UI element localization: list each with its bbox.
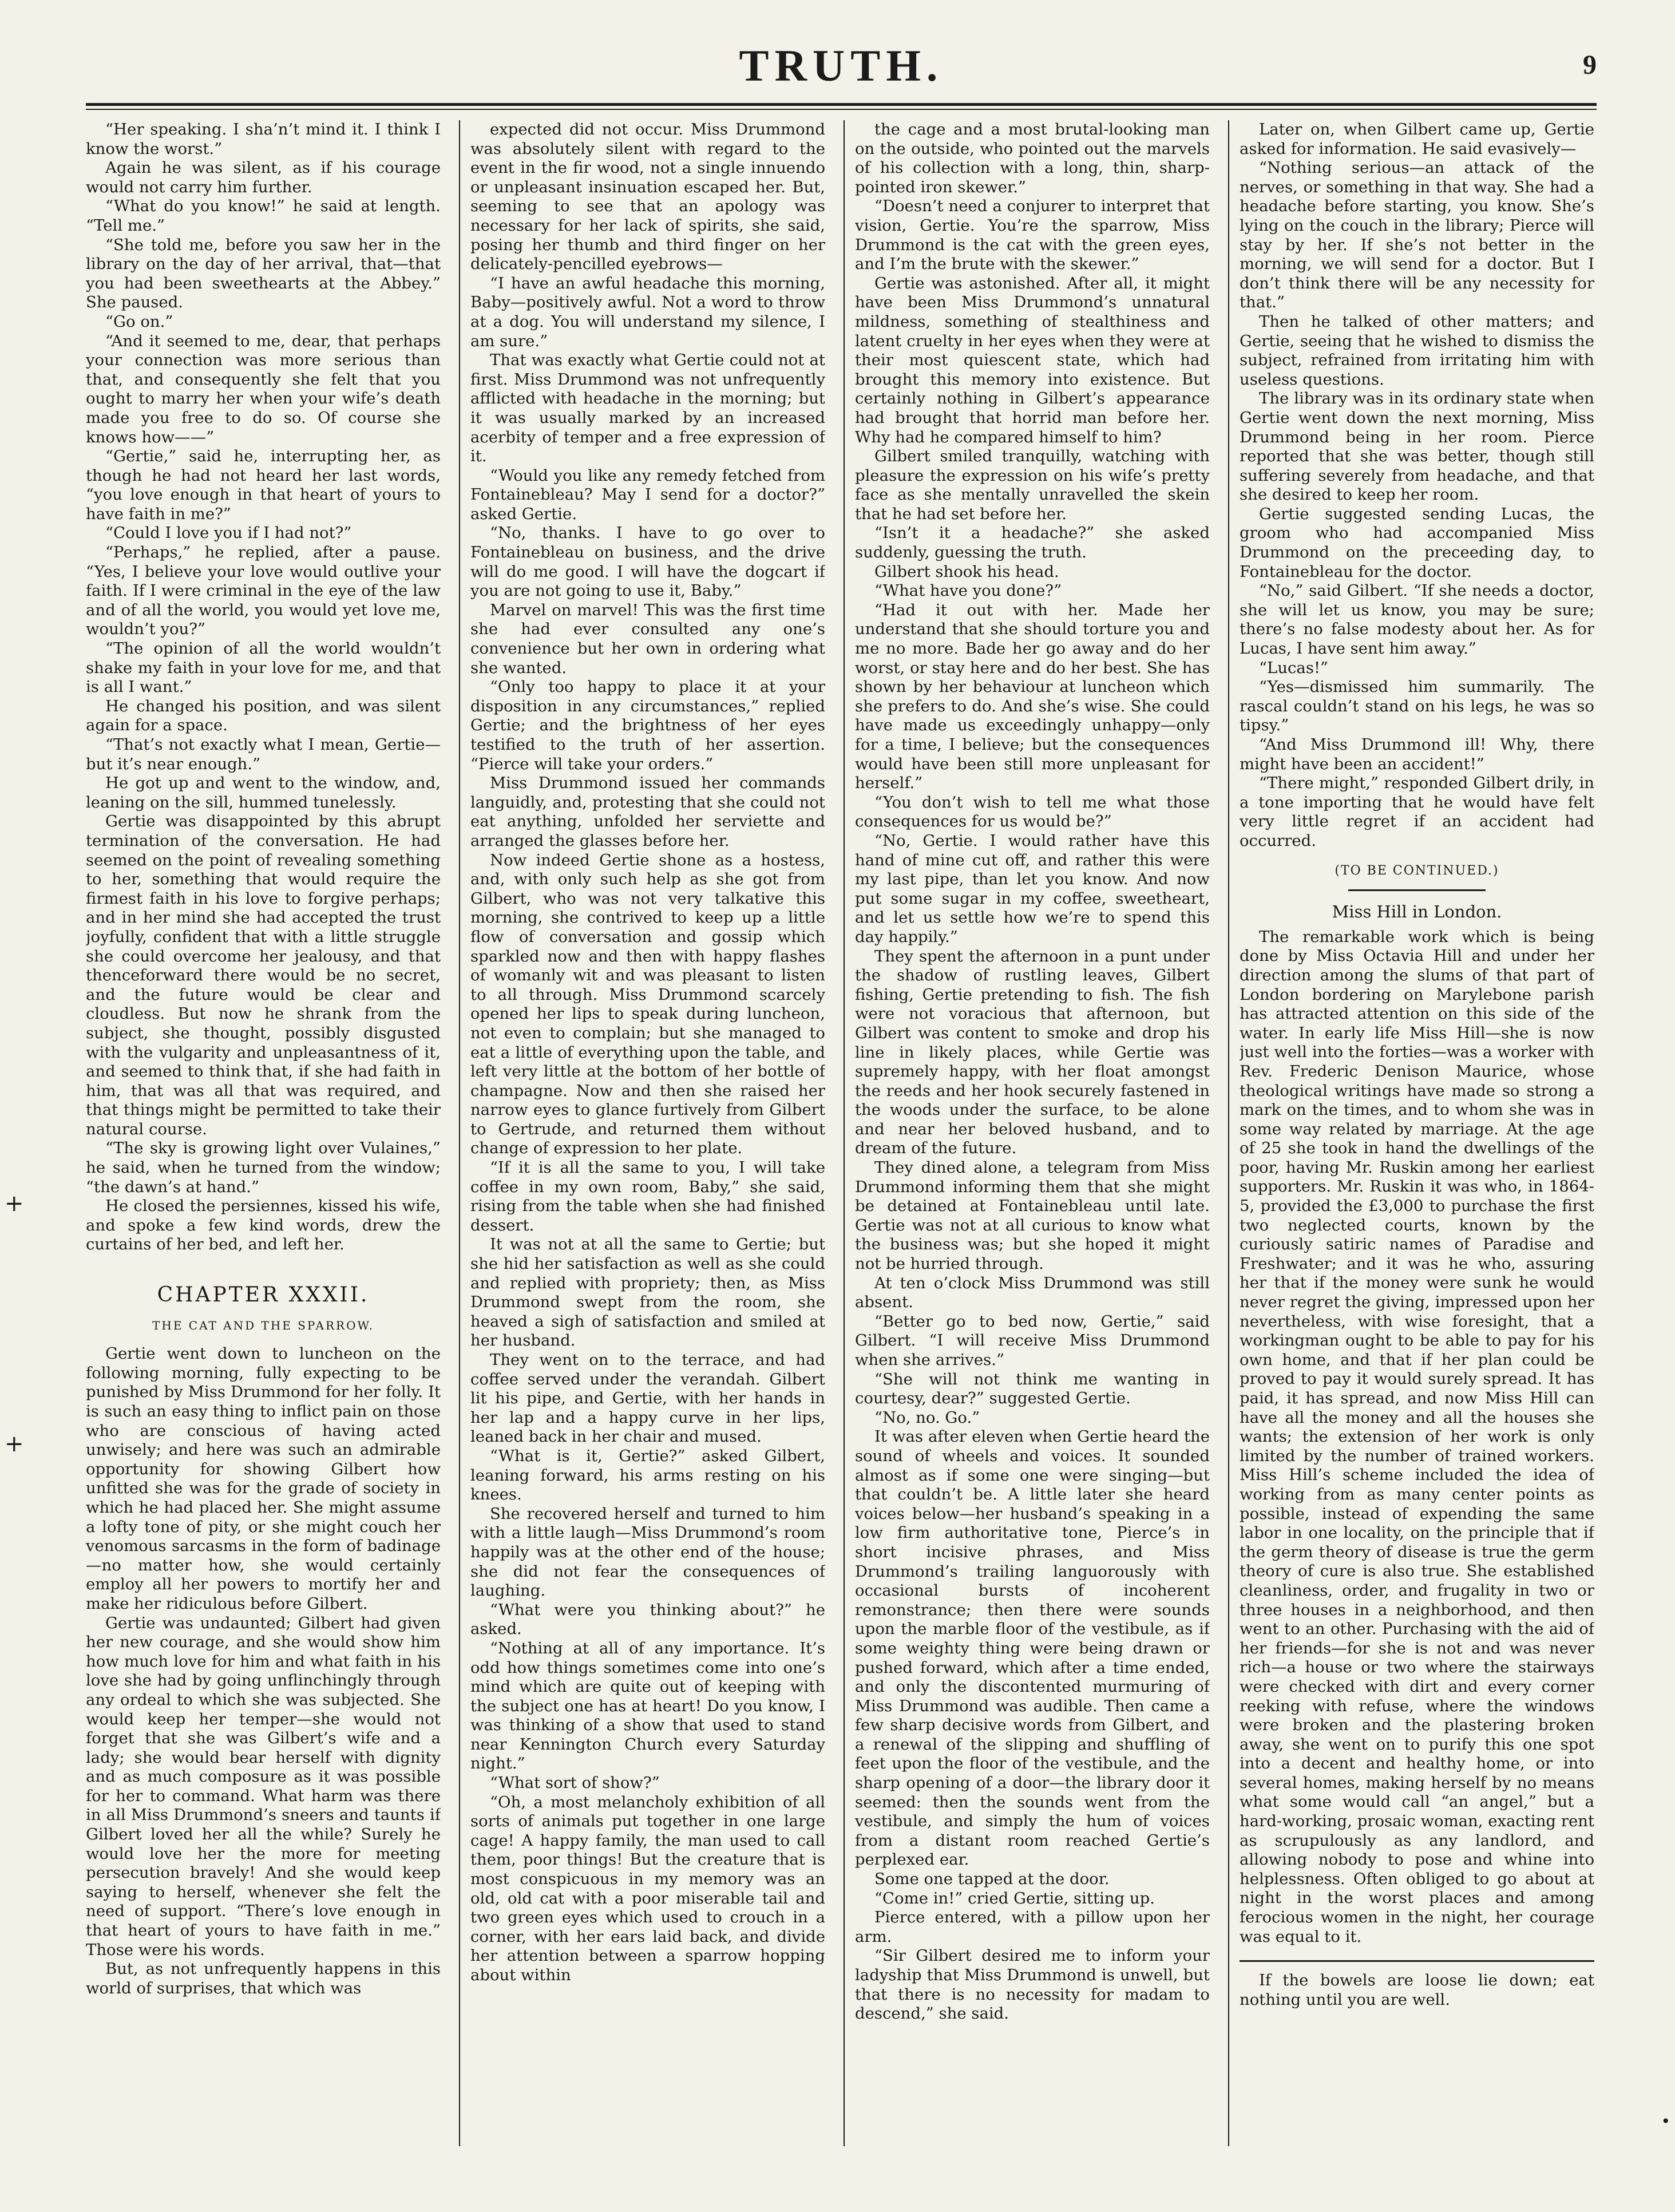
paragraph: Some one tapped at the door.: [874, 1870, 1110, 1889]
margin-cross-mark-icon: +: [5, 1431, 24, 1457]
column-1-body-after-chapter: [86, 1344, 441, 1998]
paragraph: “What have you done?”: [874, 581, 1062, 600]
paragraph: Gertie was undaunted; Gilbert had given her new courage, and she would show him how much love for him and what faith in his love she had by going unflinchingly through any ordeal to which she was subjected. She would keep her temper—she would not forget that she was Gilbert’s wife and a lady; she would bear herself with dignity and as much composure as it was possible for her to command. What harm was there in all Miss Drummond’s sneers and taunts if Gilbert loved her all the while? Surely he would love her the more for meeting persecution bravely! And she would keep saying to herself, whenever she felt the need of support. “There’s love enough in that heart of yours to have faith in me.” Those were his words.: [86, 1613, 441, 1959]
paragraph: “No, thanks. I have to go over to Fontainebleau on business, and the drive will do me good. I will have the dogcart if you are not going to use it, Baby.”: [470, 524, 825, 600]
paragraph: “No, Gertie. I would rather have this hand of mine cut off, and rather this were my last pipe, than let you know. And now put some sugar in my coffee, sweetheart, and let us settle how we’re to spend this day happily.”: [855, 831, 1210, 946]
paragraph: Again he was silent, as if his courage would not carry him further.: [86, 159, 441, 196]
paragraph: “The sky is growing light over Vulaines,” he said, when he turned from the window; “the dawn’s at hand.”: [86, 1139, 441, 1196]
paragraph: “Her speaking. I sha’n’t mind it. I think I know the worst.”: [86, 120, 441, 158]
paragraph: “Sir Gilbert desired me to inform your ladyship that Miss Drummond is unwell, but that there is no necessity for madam to descend,” she said.: [855, 1946, 1210, 2023]
paragraph: “What sort of show?”: [490, 1774, 660, 1792]
paragraph: But, as not unfrequently happens in this world of surprises, that which was: [86, 1960, 441, 1997]
paragraph: They went on to the terrace, and had coffee served under the verandah. Gilbert lit his pipe, and Gertie, with her hands in her lap and a happy curve in her lips, leaned back in her chair and mused.: [470, 1351, 825, 1446]
paragraph: “Doesn’t need a conjurer to interpret that vision, Gertie. You’re the sparrow, Miss Drummond is the cat with the green eyes, and I’m the brute with the skewer.”: [855, 197, 1210, 274]
paragraph: Gertie went down to luncheon on the following morning, fully expecting to be punished by Miss Drummond for her folly. It is such an easy thing to inflict pain on those who are conscious of having acted unwisely; and here was such an admirable opportunity for showing Gilbert how unfitted she was for the grade of society in which he had placed her. She might assume a lofty tone of pity, or she might couch her venomous sarcasms in the form of badinage—no matter how, she would certainly employ all her powers to mortify her and make her ridiculous before Gilbert.: [86, 1344, 441, 1613]
paragraph: “She will not think me wanting in courtesy, dear?” suggested Gertie.: [855, 1370, 1210, 1408]
bottom-divider: [1240, 1960, 1594, 1962]
paragraph: Gilbert shook his head.: [874, 562, 1059, 581]
column-2-body: [470, 120, 825, 1985]
paragraph: “Perhaps,” he replied, after a pause. “Yes, I believe your love would outlive your faith. If I were criminal in the eye of the law and of all the world, you would yet love me, wouldn’t you?”: [86, 543, 441, 639]
article-body: [1240, 928, 1594, 1946]
paragraph: “No, no. Go.”: [874, 1408, 980, 1427]
paragraph: It was after eleven when Gertie heard the sound of wheels and voices. It sounded almost as if some one were singing—but that couldn’t be. A little later she heard voices below—her husband’s speaking in a low firm authoritative tone, Pierce’s in short incisive phrases, and Miss Drummond’s trailing languorously with occasional bursts of incoherent remonstrance; then there were sounds upon the marble floor of the vestibule, as if some weighty thing were being drawn or pushed forward, which after a time ended, and only the discontented murmuring of Miss Drummond was audible. Then came a few sharp decisive words from Gilbert, and a renewal of the slipping and shuffling of feet upon the floor of the vestibule, and the sharp opening of a door—the library door it seemed: then the sounds went from the vestibule, and simply the hum of voices from a distant room reached Gertie’s perplexed ear.: [855, 1427, 1210, 1869]
paragraph: “What were you thinking about?” he asked.: [470, 1600, 825, 1639]
article-title: Miss Hill in London.: [1332, 902, 1502, 922]
page-number: 9: [1583, 50, 1597, 80]
paragraph: At ten o’clock Miss Drummond was still absent.: [855, 1273, 1210, 1312]
paragraph: Marvel on marvel! This was the first time she had ever consulted any one’s convenience but her own in ordering what she wanted.: [470, 600, 825, 677]
paragraph: “Had it out with her. Made her understand that she should torture you and me no more. Bade her go away and do her worst, or stay here and do her best. She has shown by her behaviour at luncheon which she prefers to do. And she’s wise. She could have made us exceedingly unhappy—only for a time, I believe; but the consequences would have been still more unpleasant for herself.”: [855, 600, 1210, 793]
paragraph: “The opinion of all the world wouldn’t shake my faith in your love for me, and that is all I want.”: [86, 639, 441, 697]
paragraph: “You don’t wish to tell me what those consequences for us would be?”: [855, 793, 1210, 831]
margin-cross-mark-icon: +: [5, 1190, 24, 1217]
paragraph: “Nothing at all of any importance. It’s odd how things sometimes come into one’s mind which are quite out of keeping with the subject one has at heart! Do you know, I was thinking of a show that used to stand near Kennington Church every Saturday night.”: [470, 1639, 825, 1773]
paragraph: expected did not occur. Miss Drummond was absolutely silent with regard to the event in the fir wood, not a single innuendo or unpleasant insinuation escaped her. But, seeming to see that an apology was necessary for her lack of spirits, she said, posing her thumb and third finger on her delicately-pencilled eyebrows—: [470, 120, 825, 274]
column-separator: [844, 120, 845, 2146]
paragraph: The library was in its ordinary state when Gertie went down the next morning, Miss Drummond being in her room. Pierce reported that she was better, though still suffering severely from headache, and that she desired to keep her room.: [1240, 389, 1594, 504]
paragraph: “She told me, before you saw her in the library on the day of her arrival, that—that you had been sweethearts at the Abbey.” She paused.: [86, 235, 441, 312]
column-1-body-before-chapter: [86, 120, 441, 1255]
article-divider: [1348, 889, 1486, 891]
paragraph: That was exactly what Gertie could not at first. Miss Drummond was not unfrequently afflicted with headache in the morning; but it was usually marked by an increased acerbity of temper and a free expression of it.: [470, 351, 825, 466]
column-3: [855, 120, 1210, 2146]
paragraph: “Could I love you if I had not?”: [105, 524, 352, 543]
paragraph: He got up and went to the window, and, leaning on the sill, hummed tunelessly.: [86, 774, 441, 812]
chapter-heading: CHAPTER XXXII.: [157, 1283, 370, 1307]
paragraph: “If it is all the same to you, I will take coffee in my own room, Baby,” she said, rising from the table when she had finished dessert.: [470, 1158, 825, 1234]
paragraph: Miss Drummond issued her commands languidly, and, protesting that she could not eat anything, unfolded her serviette and arranged the glasses before her.: [470, 774, 825, 850]
paragraph: Gertie was astonished. After all, it might have been Miss Drummond’s unnatural mildness, something of stealthiness and latent cruelty in her eyes when they were at their most quiescent state, which had brought this memory into existence. But certainly nothing in Gilbert’s appearance had brought that horrid man before her. Why had he compared himself to him?: [855, 274, 1210, 446]
edge-dot-mark-icon: •: [1661, 2112, 1670, 2131]
newspaper-page: [86, 34, 1597, 2186]
masthead-rule: [86, 103, 1597, 106]
paragraph: He closed the persiennes, kissed his wife, and spoke a few kind words, drew the curtains of her bed, and left her.: [86, 1197, 441, 1254]
paragraph: They dined alone, a telegram from Miss Drummond informing them that she might be detained at Fontainebleau until late. Gertie was not at all curious to know what the business was; but she hoped it might not be hurried through.: [855, 1158, 1210, 1273]
paragraph: She recovered herself and turned to him with a little laugh—Miss Drummond’s room happily was at the other end of the house; she did not fear the consequences of laughing.: [470, 1504, 825, 1600]
paragraph: “Go on.”: [105, 312, 173, 331]
paragraph: “What is it, Gertie?” asked Gilbert, leaning forward, his arms resting on his knees.: [470, 1446, 825, 1504]
columns: [86, 120, 1597, 2146]
paragraph: “What do you know!” he said at length. “Tell me.”: [86, 197, 441, 235]
masthead: [86, 34, 1597, 103]
paragraph: “Only too happy to place it at your disposition in any circumstances,” replied Gertie; and the brightness of her eyes testified to the truth of her assertion. “Pierce will take your orders.”: [470, 678, 825, 773]
paragraph: “And Miss Drummond ill! Why, there might have been an accident!”: [1240, 735, 1594, 773]
to-be-continued-note: (TO BE CONTINUED.): [1335, 863, 1499, 878]
paragraph: Pierce entered, with a pillow upon her arm.: [855, 1908, 1210, 1946]
column-2: [470, 120, 825, 2146]
column-4-body: [1240, 120, 1594, 851]
paragraph: “Yes—dismissed him summarily. The rascal couldn’t stand on his legs, he was so tipsy.”: [1240, 678, 1594, 735]
paragraph: Gertie suggested sending Lucas, the groom who had accompanied Miss Drummond on the preceeding day, to Fontainebleau for the doctor.: [1240, 504, 1594, 581]
masthead-title: TRUTH.: [739, 41, 944, 90]
paragraph: Then he talked of other matters; and Gertie, seeing that he wished to dismiss the subject, refrained from irritating him with useless questions.: [1240, 312, 1594, 389]
paragraph: “Nothing serious—an attack of the nerves, or something in that way. She had a headache before starting, you know. She’s lying on the couch in the library; Pierce will stay by her. If she’s not better in the morning, we will send for a doctor. But I don’t think there will be any necessity for that.”: [1240, 159, 1594, 312]
paragraph: “There might,” responded Gilbert drily, in a tone importing that he would have felt very little regret if an accident had occurred.: [1240, 774, 1594, 850]
column-4: [1240, 120, 1594, 2146]
paragraph: “Better go to bed now, Gertie,” said Gilbert. “I will receive Miss Drummond when she arrives.”: [855, 1312, 1210, 1369]
masthead-rule-thin: [86, 109, 1597, 110]
column-separator: [1228, 120, 1229, 2146]
paragraph: Now indeed Gertie shone as a hostess, and, with only such help as she got from Gilbert, who was not very talkative this morning, she contrived to keep up a little flow of conversation and gossip which sparkled now and then with happy flashes of womanly wit and was pleasant to listen to all through. Miss Drummond scarcely opened her lips to speak during luncheon, not even to complain; but she managed to eat a little of everything upon the table, and left very little at the bottom of her bottle of champagne. Now and then she raised her narrow eyes to glance furtively from Gilbert to Gertrude, and returned them without change of expression to her plate.: [470, 850, 825, 1158]
column-separator: [459, 120, 460, 2146]
paragraph: Later on, when Gilbert came up, Gertie asked for information. He said evasively—: [1240, 120, 1594, 158]
paragraph: “Would you like any remedy fetched from Fontainebleau? May I send for a doctor?” asked Gertie.: [470, 466, 825, 523]
paragraph: He changed his position, and was silent again for a space.: [86, 697, 441, 735]
paragraph: “No,” said Gilbert. “If she needs a doctor, she will let us know, you may be sure; there’s no false modesty about her. As for Lucas, I have sent him away.”: [1240, 581, 1594, 658]
paragraph: Gilbert smiled tranquilly, watching with pleasure the expression on his wife’s pretty face as she mentally unravelled the skein that he had set before her.: [855, 447, 1210, 523]
paragraph: “Lucas!”: [1259, 658, 1329, 677]
paragraph: “Oh, a most melancholy exhibition of all sorts of animals put together in one large cage! A happy family, the man used to call them, poor things! But the creature that is most conspicuous in my memory was an old, old cat with a poor miserable tail and two green eyes which used to crouch in a corner, with her ears laid back, and divide her attention between a sparrow hopping about within: [470, 1792, 825, 1984]
paragraph: the cage and a most brutal-looking man on the outside, who pointed out the marvels of his collection with a long, thin, sharp-pointed iron skewer.”: [855, 120, 1210, 196]
paragraph: They spent the afternoon in a punt under the shadow of rustling leaves, Gilbert fishing, Gertie pretending to fish. The fish were not voracious that afternoon, but Gilbert was content to smoke and drop his line in likely places, while Gertie was supremely happy, with her float amongst the reeds and her hook securely fastened in the woods under the surface, to be alone and near her beloved husband, and to dream of the future.: [855, 947, 1210, 1158]
paragraph: The remarkable work which is being done by Miss Octavia Hill and under her direction among the slums of that part of London bordering on Marylebone parish has attracted attention on this side of the water. In early life Miss Hill—she is now just well into the forties—was a worker with Rev. Frederic Denison Maurice, whose theological writings have made so strong a mark on the times, and to whom she was in some way related by marriage. At the age of 25 she took in hand the dwellings of the poor, having Mr. Ruskin among her earliest supporters. Mr. Ruskin it was who, in 1864-5, provided the £3,000 to purchase the first two neglected courts, known by the curiously satiric names of Paradise and Freshwater; and it was he who, assuring her that if the money were sunk he would never regret the giving, impressed upon her nevertheless, with wise foresight, that a workingman ought to be able to pay for his own home, and that if her plan could be proved to pay it would surely spread. It has paid, it has spread, and now Miss Hill can have all the money and all the houses she wants; the extension of her work is only limited by the number of trained workers. Miss Hill’s scheme included the idea of working from as many center points as possible, instead of expending the same labor in one locality, on the principle that if the germ theory of disease is true the germ theory of cure is also true. She established cleanliness, order, and frugality in two or three houses in a neighborhood, and then went to an other. Purchasing with the aid of her friends—for she is not and was never rich—a house or two where the stairways were checked with dirt and every corner reeking with refuse, where the windows were broken and the plastering broken away, she went on to purify this one spot into a decent and healthy home, or into several homes, making herself by no means what some would call “an angel,” but a hard-working, prosaic woman, exacting rent as scrupulously as any landlord, and allowing nobody to pose and whine into helplessness. Often obliged to go about at night in the worst places and among ferocious women in the night, her courage was equal to it.: [1240, 927, 1594, 1946]
paragraph: “Gertie,” said he, interrupting her, as though he had not heard her last words, “you love enough in that heart of yours to have faith in me?”: [86, 447, 441, 523]
paragraph: It was not at all the same to Gertie; but she hid her satisfaction as well as she could and replied with propriety; then, as Miss Drummond swept from the room, she heaved a sigh of satisfaction and smiled at her husband.: [470, 1235, 825, 1350]
column-1: [86, 120, 441, 2146]
column-3-body: [855, 120, 1210, 2024]
paragraph: Gertie was disappointed by this abrupt termination of the conversation. He had seemed on the point of revealing something to her, something that would require the firmest faith in his love to forgive perhaps; and in her mind she had accepted the trust joyfully, confident that with a little struggle she could overcome her jealousy, and that thenceforward there would be no secret, and the future would be clear and cloudless. But now he shrank from the subject, she thought, possibly disgusted with the vulgarity and unpleasantness of it, and seemed to think that, if she had faith in him, that was all that was required, and that things might be permitted to take their natural course.: [86, 812, 441, 1138]
paragraph: “Come in!” cried Gertie, sitting up.: [874, 1889, 1155, 1908]
paragraph: “And it seemed to me, dear, that perhaps your connection was more serious than that, and consequently she felt that you ought to marry her when your wife’s death made you free to do so. Of course she knows how——”: [86, 331, 441, 446]
chapter-subtitle: THE CAT AND THE SPARROW.: [152, 1318, 374, 1332]
paragraph: “That’s not exactly what I mean, Gertie—but it’s near enough.”: [86, 735, 441, 773]
health-note: If the bowels are loose lie down; eat nothing until you are well.: [1240, 1971, 1594, 2009]
paragraph: “I have an awful headache this morning, Baby—positively awful. Not a word to throw at a dog. You will understand my silence, I am sure.”: [470, 274, 825, 350]
paragraph: “Isn’t it a headache?” she asked suddenly, guessing the truth.: [855, 524, 1210, 562]
